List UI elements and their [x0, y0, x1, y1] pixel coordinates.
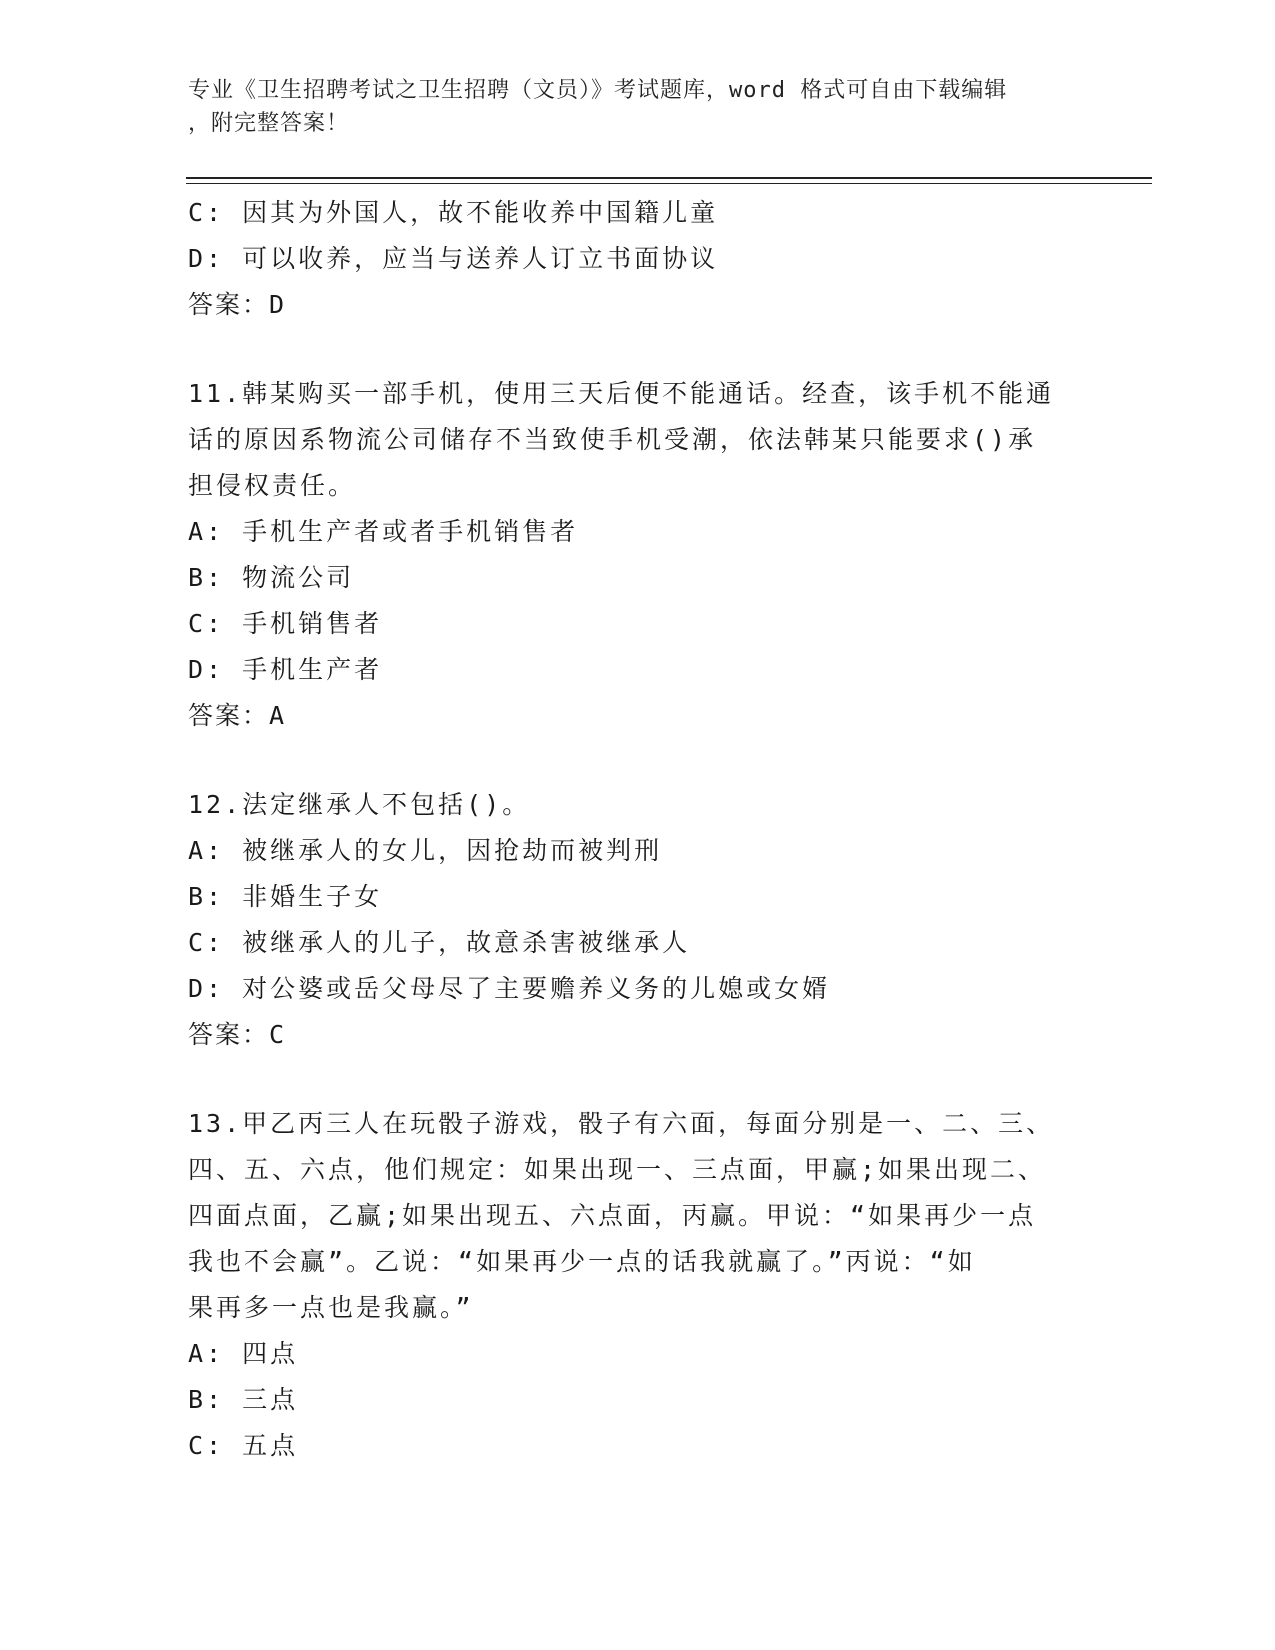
question-13	[188, 1101, 1088, 1469]
header-line-1: 专业《卫生招聘考试之卫生招聘（文员）》考试题库，word 格式可自由下载编辑	[188, 78, 1008, 103]
option-d: D: 可以收养，应当与送养人订立书面协议	[188, 244, 719, 273]
question-10	[188, 190, 1088, 328]
option-c: C: 手机销售者	[188, 609, 383, 638]
option-c: C: 被继承人的儿子，故意杀害被继承人	[188, 928, 691, 957]
document-header	[188, 74, 1068, 140]
question-stem-line: 果再多一点也是我赢。”	[188, 1293, 474, 1322]
question-11	[188, 371, 1088, 739]
answer: 答案：D	[188, 290, 287, 319]
answer: 答案：A	[188, 701, 287, 730]
option-c: C: 因其为外国人，故不能收养中国籍儿童	[188, 198, 719, 227]
option-d: D: 对公婆或岳父母尽了主要赡养义务的儿媳或女婿	[188, 974, 831, 1003]
question-12	[188, 782, 1088, 1058]
question-stem-line: 四面点面，乙赢;如果出现五、六点面，丙赢。甲说：“如果再少一点	[188, 1201, 1037, 1230]
header-divider-thick	[186, 177, 1152, 179]
header-line-2: ，附完整答案！	[188, 111, 350, 136]
option-a: A: 被继承人的女儿，因抢劫而被判刑	[188, 836, 663, 865]
header-divider-thin	[186, 183, 1152, 184]
question-stem-line: 11.韩某购买一部手机，使用三天后便不能通话。经查，该手机不能通	[188, 379, 1055, 408]
option-d: D: 手机生产者	[188, 655, 383, 684]
question-stem-line: 话的原因系物流公司储存不当致使手机受潮，依法韩某只能要求()承	[188, 425, 1037, 454]
question-stem-line: 四、五、六点，他们规定：如果出现一、三点面，甲赢;如果出现二、	[188, 1155, 1047, 1184]
option-b: B: 三点	[188, 1385, 299, 1414]
option-c: C: 五点	[188, 1431, 299, 1460]
question-stem-line: 13.甲乙丙三人在玩骰子游戏，骰子有六面，每面分别是一、二、三、	[188, 1109, 1055, 1138]
question-stem-line: 12.法定继承人不包括()。	[188, 790, 531, 819]
answer: 答案：C	[188, 1020, 287, 1049]
question-stem-line: 担侵权责任。	[188, 471, 357, 500]
option-b: B: 物流公司	[188, 563, 355, 592]
option-a: A: 四点	[188, 1339, 299, 1368]
question-stem-line: 我也不会赢”。乙说：“如果再少一点的话我就赢了。”丙说：“如	[188, 1247, 976, 1276]
option-b: B: 非婚生子女	[188, 882, 383, 911]
option-a: A: 手机生产者或者手机销售者	[188, 517, 579, 546]
question-list	[188, 190, 1088, 1469]
